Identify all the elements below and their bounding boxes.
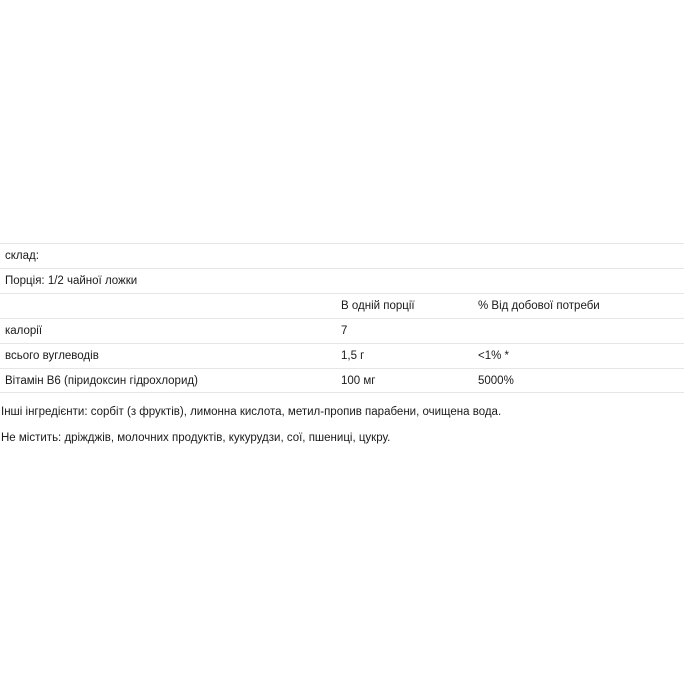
nutrient-amount: 100 мг xyxy=(341,375,376,387)
nutrient-daily-value: 5000% xyxy=(478,375,514,387)
nutrient-daily-value: <1% * xyxy=(478,350,510,362)
table-row xyxy=(0,368,684,393)
daily-value-header: % Від добової потреби xyxy=(478,300,600,312)
facts-title-row xyxy=(0,243,684,268)
nutrient-amount: 7 xyxy=(341,325,348,337)
supplement-facts-table xyxy=(0,243,684,393)
serving-size-row xyxy=(0,268,684,293)
nutrient-name: калорії xyxy=(5,325,43,337)
table-row xyxy=(0,318,684,343)
nutrient-name: всього вуглеводів xyxy=(5,350,99,362)
other-ingredients-text: Інші інгредієнти: сорбіт (з фруктів), лимонна кислота, метил-пропив парабени, очищена вода. xyxy=(1,406,502,418)
table-row xyxy=(0,343,684,368)
serving-size: Порція: 1/2 чайної ложки xyxy=(5,275,138,287)
nutrient-amount: 1,5 г xyxy=(341,350,365,362)
column-header-row xyxy=(0,293,684,318)
facts-title: склад: xyxy=(5,250,39,262)
per-serving-header: В одній порції xyxy=(341,300,415,312)
does-not-contain-text: Не містить: дріжджів, молочних продуктів, кукурудзи, сої, пшениці, цукру. xyxy=(1,432,391,444)
ingredient-notes xyxy=(0,401,688,453)
nutrient-name: Вітамін B6 (піридоксин гідрохлорид) xyxy=(5,375,198,387)
